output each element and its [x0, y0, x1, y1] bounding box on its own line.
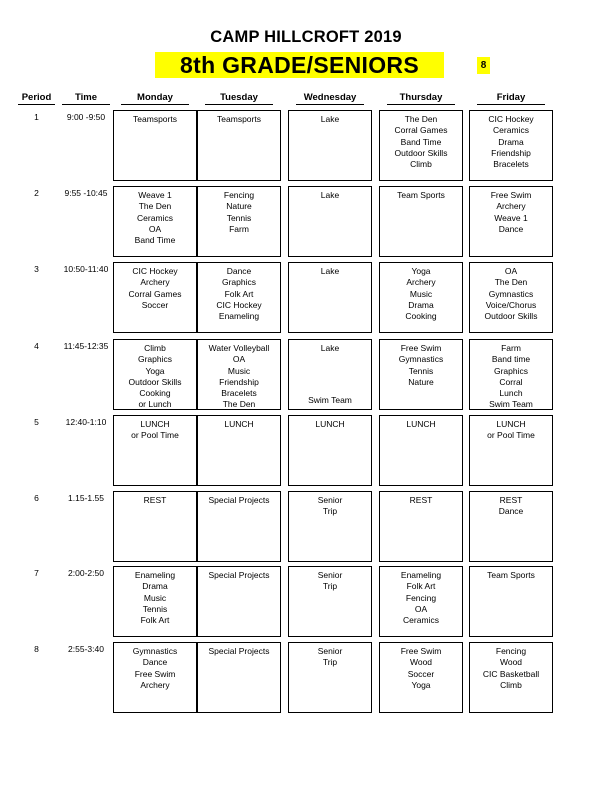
schedule-cell[interactable]: [197, 186, 281, 257]
activity-list: [114, 419, 196, 442]
schedule-cell[interactable]: [379, 186, 463, 257]
period-number: 6: [34, 493, 39, 503]
activity-item: Teamsports: [217, 114, 261, 124]
schedule-cell[interactable]: [197, 642, 281, 713]
activity-item: LUNCH: [140, 419, 170, 429]
activity-item: Music: [227, 365, 251, 376]
activity-item: Weave 1: [494, 212, 528, 223]
activity-item: Farm: [501, 343, 521, 353]
activity-list: [289, 570, 371, 593]
activity-item: Fencing: [405, 592, 437, 603]
activity-list: [380, 419, 462, 430]
schedule-cell[interactable]: [469, 110, 553, 181]
activity-list: [470, 495, 552, 518]
schedule-cell[interactable]: [379, 491, 463, 562]
activity-item: Band Time: [400, 136, 442, 147]
column-header-wednesday: Wednesday: [296, 92, 364, 105]
activity-item: REST: [409, 495, 433, 505]
activity-list: [198, 343, 280, 410]
activity-item: Corral Games: [128, 288, 182, 299]
activity-item: Archery: [140, 277, 170, 288]
period-time: 9:55 -10:45: [64, 188, 108, 198]
activity-list: [289, 343, 371, 354]
activity-list: [198, 114, 280, 125]
activity-item: REST: [499, 495, 523, 505]
activity-item: Free Swim: [490, 190, 532, 200]
activity-item: Music: [143, 592, 167, 603]
activity-item: Wood: [409, 657, 433, 668]
activity-item: Drama: [408, 299, 434, 310]
activity-item: Gymnastics: [132, 646, 178, 656]
activity-list: [380, 343, 462, 388]
activity-item: Bracelets: [493, 159, 529, 170]
activity-item: Cooking: [139, 388, 171, 399]
activity-item: CIC Hockey: [488, 114, 534, 124]
activity-item: Farm: [229, 223, 249, 234]
activity-item: Enameling: [218, 311, 260, 322]
activity-list: [470, 646, 552, 691]
activity-list: [380, 646, 462, 691]
activity-item: Archery: [496, 201, 526, 212]
schedule-cell[interactable]: [288, 110, 372, 181]
activity-list: [470, 190, 552, 235]
activity-item: Folk Art: [140, 615, 170, 626]
activity-item: or Pool Time: [487, 430, 535, 441]
activity-list: [289, 646, 371, 669]
activity-item: Water Volleyball: [208, 343, 270, 353]
activity-item: Outdoor Skills: [394, 147, 448, 158]
activity-list: [380, 190, 462, 201]
activity-item: The Den: [222, 399, 256, 410]
activity-list: [289, 495, 371, 518]
activity-item: Climb: [500, 679, 522, 690]
activity-item: Nature: [226, 201, 252, 212]
period-number: 1: [34, 112, 39, 122]
activity-item: Gymnastics: [398, 354, 444, 365]
activity-item: Voice/Chorus: [485, 299, 537, 310]
activity-item: LUNCH: [224, 419, 254, 429]
activity-item: Climb: [144, 343, 166, 353]
schedule-cell[interactable]: [288, 415, 372, 486]
activity-item: OA: [232, 354, 246, 365]
activity-list: [470, 343, 552, 410]
period-time: 10:50-11:40: [63, 264, 109, 274]
activity-item: LUNCH: [496, 419, 526, 429]
activity-item: Team Sports: [397, 190, 445, 200]
activity-list: [198, 570, 280, 581]
column-header-thursday: Thursday: [387, 92, 455, 105]
activity-item: Fencing: [223, 190, 255, 200]
activity-item: Ceramics: [403, 615, 439, 626]
activity-item: Wood: [499, 657, 523, 668]
period-number: 7: [34, 568, 39, 578]
activity-item: Ceramics: [493, 125, 529, 136]
schedule-cell[interactable]: [469, 186, 553, 257]
activity-item: Graphics: [221, 277, 256, 288]
activity-item: Outdoor Skills: [128, 376, 182, 387]
activity-item: Swim Team: [308, 394, 352, 405]
activity-item: Dance: [226, 266, 252, 276]
activity-item: Tennis: [226, 212, 252, 223]
activity-item: Enameling: [134, 570, 176, 580]
activity-item: or Pool Time: [131, 430, 179, 441]
activity-item: Folk Art: [406, 581, 436, 592]
schedule-cell[interactable]: [113, 415, 197, 486]
activity-list: [289, 114, 371, 125]
activity-item: Band time: [491, 354, 531, 365]
schedule-cell[interactable]: [469, 642, 553, 713]
schedule-cell[interactable]: [288, 566, 372, 637]
activity-item: Swim Team: [489, 399, 533, 410]
schedule-cell[interactable]: [288, 339, 372, 410]
column-header-time: Time: [62, 92, 110, 105]
activity-list: [198, 646, 280, 657]
activity-list: [198, 190, 280, 235]
activity-item: Climb: [410, 159, 432, 170]
activity-item: Lake: [320, 190, 340, 200]
activity-item: LUNCH: [406, 419, 436, 429]
activity-item: Lake: [320, 266, 340, 276]
activity-item: Special Projects: [208, 495, 270, 505]
activity-item: Trip: [322, 657, 338, 668]
schedule-cell[interactable]: [379, 415, 463, 486]
activity-item: CIC Hockey: [216, 299, 262, 310]
column-header-tuesday: Tuesday: [205, 92, 273, 105]
activity-list: [114, 570, 196, 626]
activity-item: Senior: [317, 646, 343, 656]
column-header-monday: Monday: [121, 92, 189, 105]
activity-item: Band Time: [134, 235, 176, 246]
activity-item: Weave 1: [138, 190, 172, 200]
schedule-cell[interactable]: [469, 415, 553, 486]
page-subtitle: 8th GRADE/SENIORS: [155, 52, 444, 78]
schedule-cell[interactable]: [113, 186, 197, 257]
activity-item: Graphics: [137, 354, 172, 365]
activity-item: Yoga: [411, 266, 431, 276]
column-header-period: Period: [18, 92, 55, 105]
activity-item: Music: [409, 288, 433, 299]
activity-item: Corral: [499, 376, 523, 387]
schedule-cell[interactable]: [113, 642, 197, 713]
period-number: 3: [34, 264, 39, 274]
activity-list: [198, 266, 280, 322]
activity-item: Lake: [320, 343, 340, 353]
activity-list: [114, 190, 196, 246]
activity-list: [114, 495, 196, 506]
activity-list: [289, 266, 371, 277]
period-number: 4: [34, 341, 39, 351]
activity-list: [289, 419, 371, 430]
activity-list: [198, 495, 280, 506]
activity-item: Tennis: [142, 603, 168, 614]
schedule-cell[interactable]: [379, 339, 463, 410]
activity-item: Drama: [142, 581, 168, 592]
schedule-cell[interactable]: [113, 262, 197, 333]
activity-item: Soccer: [407, 668, 435, 679]
activity-item: Soccer: [141, 299, 169, 310]
activity-item: Yoga: [145, 365, 165, 376]
activity-list: [470, 570, 552, 581]
column-header-friday: Friday: [477, 92, 545, 105]
schedule-cell[interactable]: [197, 110, 281, 181]
activity-item: Lunch: [499, 388, 523, 399]
schedule-cell[interactable]: [197, 491, 281, 562]
activity-item: Fencing: [495, 646, 527, 656]
schedule-cell[interactable]: [113, 339, 197, 410]
activity-item: Tennis: [408, 365, 434, 376]
schedule-cell[interactable]: [113, 110, 197, 181]
activity-item: CIC Hockey: [132, 266, 178, 276]
schedule-cell[interactable]: [288, 491, 372, 562]
activity-item: Corral Games: [394, 125, 448, 136]
activity-item: OA: [148, 223, 162, 234]
activity-item: Senior: [317, 570, 343, 580]
schedule-cell[interactable]: [288, 262, 372, 333]
schedule-cell[interactable]: [197, 415, 281, 486]
period-time: 1.15-1.55: [68, 493, 104, 503]
activity-item: Team Sports: [487, 570, 535, 580]
activity-list: [380, 266, 462, 322]
activity-item: Cooking: [405, 311, 437, 322]
activity-item: Graphics: [493, 365, 528, 376]
activity-list: [114, 114, 196, 125]
schedule-cell[interactable]: [197, 566, 281, 637]
activity-list: [380, 114, 462, 170]
period-time: 12:40-1:10: [65, 417, 107, 427]
activity-item: Trip: [322, 581, 338, 592]
activity-list: [470, 266, 552, 322]
activity-item: Archery: [140, 679, 170, 690]
activity-item: OA: [414, 603, 428, 614]
page-number: 8: [477, 57, 490, 74]
period-time: 9:00 -9:50: [66, 112, 106, 122]
period-time: 2:55-3:40: [68, 644, 104, 654]
activity-list: [470, 419, 552, 442]
activity-item: Yoga: [411, 679, 431, 690]
activity-list: [114, 343, 196, 410]
activity-item: Friendship: [491, 147, 531, 158]
schedule-cell[interactable]: [469, 339, 553, 410]
schedule-cell[interactable]: [469, 566, 553, 637]
activity-list: [380, 495, 462, 506]
schedule-cell[interactable]: [288, 642, 372, 713]
activity-item: Free Swim: [400, 343, 442, 353]
activity-item: LUNCH: [315, 419, 345, 429]
activity-item: Enameling: [400, 570, 442, 580]
activity-item: Free Swim: [134, 668, 176, 679]
schedule-cell[interactable]: [469, 262, 553, 333]
page-title: CAMP HILLCROFT 2019: [210, 28, 402, 46]
activity-item: OA: [504, 266, 518, 276]
activity-item: Archery: [406, 277, 436, 288]
activity-list: [198, 419, 280, 430]
schedule-cell[interactable]: [379, 642, 463, 713]
activity-item: Trip: [322, 506, 338, 517]
activity-item: Dance: [498, 506, 524, 517]
schedule-cell[interactable]: [197, 339, 281, 410]
activity-item: Teamsports: [133, 114, 177, 124]
activity-item: Friendship: [219, 376, 259, 387]
schedule-cell[interactable]: [379, 566, 463, 637]
activity-item: Free Swim: [400, 646, 442, 656]
schedule-cell[interactable]: [469, 491, 553, 562]
activity-item: REST: [143, 495, 167, 505]
activity-item: Dance: [498, 223, 524, 234]
activity-item: Bracelets: [221, 388, 257, 399]
schedule-cell[interactable]: [379, 110, 463, 181]
period-time: 2:00-2:50: [68, 568, 104, 578]
activity-item: Outdoor Skills: [484, 311, 538, 322]
period-number: 2: [34, 188, 39, 198]
activity-list: [470, 114, 552, 170]
schedule-cell[interactable]: [379, 262, 463, 333]
activity-item: Nature: [408, 376, 434, 387]
activity-item: Lake: [320, 114, 340, 124]
schedule-cell[interactable]: [113, 566, 197, 637]
schedule-cell[interactable]: [197, 262, 281, 333]
activity-list: [289, 190, 371, 201]
activity-item: The Den: [494, 277, 528, 288]
activity-item: or Lunch: [138, 399, 172, 410]
schedule-cell[interactable]: [288, 186, 372, 257]
activity-item: Ceramics: [137, 212, 173, 223]
schedule-cell[interactable]: [113, 491, 197, 562]
activity-item: Folk Art: [224, 288, 254, 299]
activity-list: [114, 646, 196, 691]
activity-item: Special Projects: [208, 646, 270, 656]
activity-item: Senior: [317, 495, 343, 505]
activity-item: The Den: [404, 114, 438, 124]
activity-item: CIC Basketball: [482, 668, 540, 679]
period-number: 8: [34, 644, 39, 654]
activity-list: [380, 570, 462, 626]
activity-item: The Den: [138, 201, 172, 212]
period-number: 5: [34, 417, 39, 427]
activity-item: Drama: [498, 136, 524, 147]
activity-list: [114, 266, 196, 311]
activity-item: Gymnastics: [488, 288, 534, 299]
activity-item: Special Projects: [208, 570, 270, 580]
period-time: 11:45-12:35: [63, 341, 109, 351]
activity-item: Dance: [142, 657, 168, 668]
